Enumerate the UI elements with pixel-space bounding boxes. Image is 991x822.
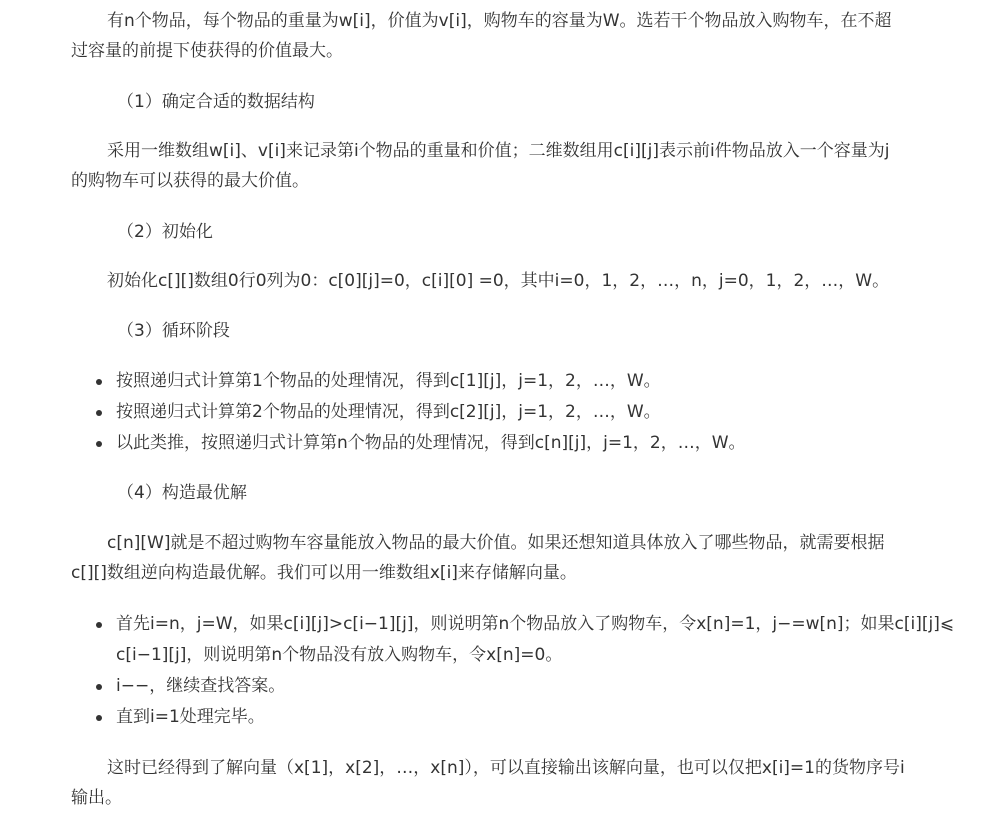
step2-text: 初始化c[][]数组0行0列为0：c[0][j]=0，c[i][0] =0，其中i=0，1，2，…，n，j=0，1，2，…，W。 (107, 271, 890, 291)
step1-paragraph (71, 136, 923, 196)
bullet-icon (96, 410, 102, 416)
list-item: 以此类推，按照递归式计算第n个物品的处理情况，得到c[n][j]，j=1，2，…，W。 (96, 428, 746, 459)
step4-list (96, 609, 954, 733)
list-item: 直到i=1处理完毕。 (96, 702, 954, 733)
conclusion-line-1: 这时已经得到了解向量（x[1]，x[2]，…，x[n]），可以直接输出该解向量，也可以仅把x[i]=1的货物序号i (107, 758, 905, 778)
step4-heading: （4）构造最优解 (117, 483, 247, 503)
step3-heading: （3）循环阶段 (117, 321, 230, 341)
intro-line-1: 有n个物品，每个物品的重量为w[i]，价值为v[i]，购物车的容量为W。选若干个物品放入购物车，在不超 (107, 11, 892, 31)
intro-line-2: 过容量的前提下使获得的价值最大。 (71, 41, 343, 61)
intro-paragraph (71, 6, 923, 66)
bullet-icon (96, 622, 102, 628)
bullet-icon (96, 441, 102, 447)
step1-line-1: 采用一维数组w[i]、v[i]来记录第i个物品的重量和价值；二维数组用c[i][j]表示前i件物品放入一个容量为j (107, 141, 890, 161)
list-item: 首先i=n，j=W，如果c[i][j]>c[i−1][j]，则说明第n个物品放入了购物车，令x[n]=1，j−=w[n]；如果c[i][j]⩽ c[i−1][j]，则说明第n个物品没有放入购物车，令x[n]=0。 (96, 609, 954, 671)
step4-line-2: c[][]数组逆向构造最优解。我们可以用一维数组x[i]来存储解向量。 (71, 563, 577, 583)
bullet-icon (96, 715, 102, 721)
bullet-icon (96, 379, 102, 385)
step4-line-1: c[n][W]就是不超过购物车容量能放入物品的最大价值。如果还想知道具体放入了哪些物品，就需要根据 (107, 533, 885, 553)
step4-paragraph (71, 528, 923, 588)
bullet-icon (96, 684, 102, 690)
list-item: i−−，继续查找答案。 (96, 671, 954, 702)
step1-heading: （1）确定合适的数据结构 (117, 92, 315, 112)
conclusion-paragraph (71, 753, 923, 813)
step3-list (96, 366, 746, 459)
list-item: 按照递归式计算第2个物品的处理情况，得到c[2][j]，j=1，2，…，W。 (96, 397, 746, 428)
conclusion-line-2: 输出。 (71, 788, 122, 808)
list-item: 按照递归式计算第1个物品的处理情况，得到c[1][j]，j=1，2，…，W。 (96, 366, 746, 397)
step1-line-2: 的购物车可以获得的最大价值。 (71, 171, 309, 191)
step2-heading: （2）初始化 (117, 222, 213, 242)
